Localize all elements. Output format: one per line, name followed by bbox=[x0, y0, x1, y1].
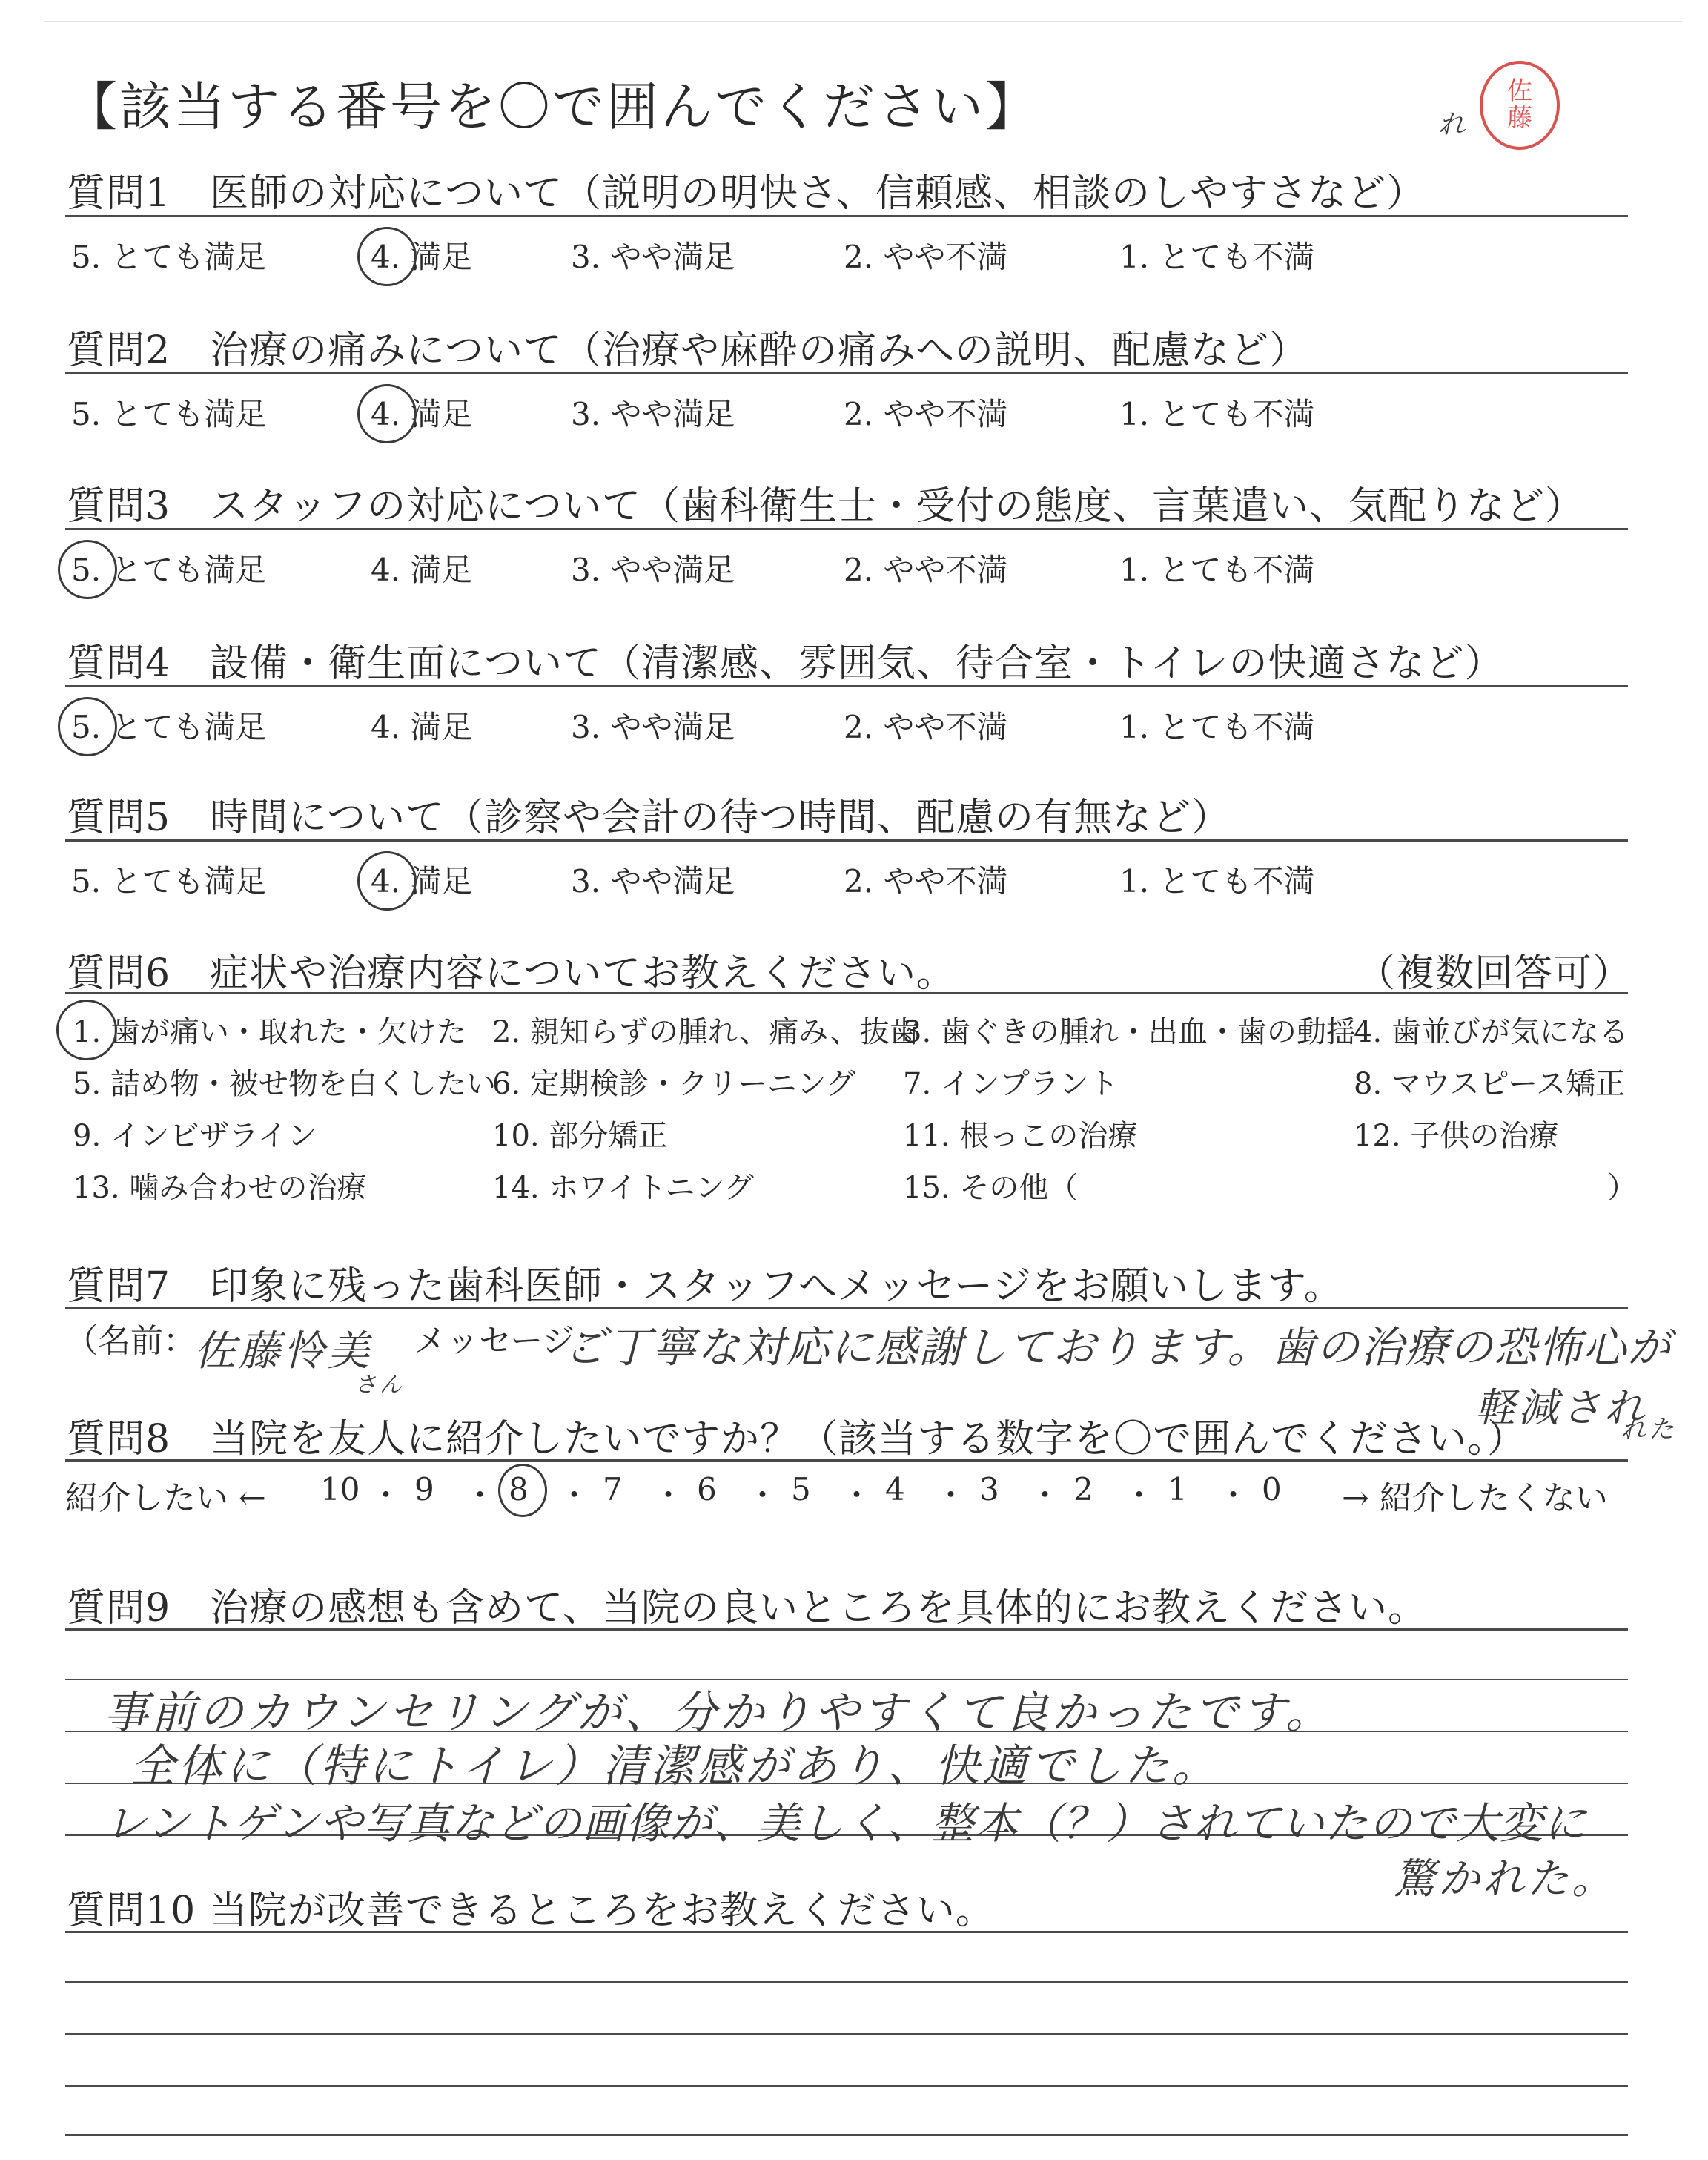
q8-left-label: 紹介したい ← bbox=[65, 1479, 266, 1517]
q9-answer-line1: 事前のカウンセリングが、分かりやすくて良かったです。 bbox=[104, 1687, 1333, 1739]
q8-scale-9[interactable]: 9 bbox=[414, 1471, 434, 1507]
q9-rule bbox=[65, 1628, 1628, 1631]
q3-option-5[interactable]: 5. とても満足 bbox=[71, 552, 267, 588]
q9-answer-line2: 全体に（特にトイレ）清潔感があり、快適でした。 bbox=[130, 1740, 1219, 1792]
q2-option-5[interactable]: 5. とても満足 bbox=[71, 396, 267, 432]
q10-label: 質問10 当院が改善できるところをお教えください。 bbox=[67, 1889, 995, 1933]
q1-option-4[interactable]: 4. 満足 bbox=[371, 239, 473, 275]
q2-label: 質問2 治療の痛みについて（治療や麻酔の痛みへの説明、配慮など） bbox=[67, 328, 1309, 373]
q7-label: 質問7 印象に残った歯科医師・スタッフへメッセージをお願いします。 bbox=[67, 1264, 1343, 1309]
q4-option-1[interactable]: 1. とても不満 bbox=[1119, 709, 1315, 745]
q1-selection-circle bbox=[357, 227, 417, 286]
q8-scale-4[interactable]: 4 bbox=[885, 1471, 905, 1507]
q10-answer-line bbox=[65, 1981, 1628, 1983]
q8-scale-0[interactable]: 0 bbox=[1262, 1471, 1282, 1507]
q6-item-14[interactable]: 14. ホワイトニング bbox=[492, 1171, 754, 1205]
q4-option-4[interactable]: 4. 満足 bbox=[371, 709, 473, 745]
q5-option-1[interactable]: 1. とても不満 bbox=[1119, 863, 1315, 899]
q8-scale-separator: ・ bbox=[1123, 1477, 1155, 1513]
q1-rule bbox=[65, 215, 1628, 217]
q8-scale-separator: ・ bbox=[464, 1477, 496, 1513]
q6-item-1[interactable]: 1. 歯が痛い・取れた・欠けた bbox=[73, 1015, 466, 1049]
page-title: 【該当する番号を〇で囲んでください】 bbox=[65, 76, 1039, 137]
q4-label: 質問4 設備・衛生面について（清潔感、雰囲気、待合室・トイレの快適さなど） bbox=[67, 641, 1504, 686]
q6-item-8[interactable]: 8. マウスピース矯正 bbox=[1354, 1067, 1626, 1101]
q10-rule bbox=[65, 1931, 1628, 1933]
q5-rule bbox=[65, 839, 1628, 842]
q1-option-5[interactable]: 5. とても満足 bbox=[71, 239, 267, 275]
q3-option-3[interactable]: 3. やや満足 bbox=[571, 552, 735, 588]
q7-message-label: メッセージ： bbox=[414, 1322, 608, 1360]
q8-scale-3[interactable]: 3 bbox=[979, 1471, 999, 1507]
q8-scale-separator: ・ bbox=[1217, 1477, 1249, 1513]
q8-rule bbox=[65, 1459, 1628, 1462]
q2-rule bbox=[65, 372, 1628, 374]
q1-label: 質問1 医師の対応について（説明の明快さ、信頼感、相談のしやすさなど） bbox=[67, 171, 1426, 216]
q10-answer-line bbox=[65, 2033, 1628, 2035]
q8-scale-separator: ・ bbox=[652, 1477, 684, 1513]
q4-selection-circle bbox=[58, 697, 117, 756]
q6-item-15[interactable]: 15. その他（ bbox=[903, 1171, 1079, 1205]
seal-mark: れ bbox=[1438, 110, 1469, 140]
q6-item-9[interactable]: 9. インビザライン bbox=[73, 1119, 317, 1153]
q5-selection-circle bbox=[357, 851, 417, 911]
q6-note: （複数回答可） bbox=[1357, 951, 1632, 996]
page-top-edge bbox=[44, 21, 1683, 22]
q8-scale-separator: ・ bbox=[747, 1477, 778, 1513]
q7-name-label: （名前： bbox=[65, 1322, 196, 1360]
q2-selection-circle bbox=[357, 384, 417, 443]
q6-label: 質問6 症状や治療内容についてお教えください。 bbox=[67, 951, 956, 996]
q3-option-1[interactable]: 1. とても不満 bbox=[1119, 552, 1315, 588]
q2-option-1[interactable]: 1. とても不満 bbox=[1119, 396, 1315, 432]
q7-message-line1: ご丁寧な対応に感謝しております。歯の治療の恐怖心が bbox=[563, 1322, 1672, 1373]
q5-option-4[interactable]: 4. 満足 bbox=[371, 863, 473, 899]
q8-scale-separator: ・ bbox=[370, 1477, 402, 1513]
q5-option-5[interactable]: 5. とても満足 bbox=[71, 863, 267, 899]
q6-item-10[interactable]: 10. 部分矯正 bbox=[492, 1119, 668, 1153]
q4-option-3[interactable]: 3. やや満足 bbox=[571, 709, 735, 745]
q3-selection-circle bbox=[58, 540, 117, 599]
q8-scale-7[interactable]: 7 bbox=[603, 1471, 623, 1507]
q6-item-12[interactable]: 12. 子供の治療 bbox=[1354, 1119, 1559, 1153]
q9-label: 質問9 治療の感想も含めて、当院の良いところを具体的にお教えください。 bbox=[67, 1586, 1428, 1631]
q6-item-13[interactable]: 13. 噛み合わせの治療 bbox=[73, 1171, 367, 1205]
q9-answer-line3: レントゲンや写真などの画像が、美しく、整本（？）されていたので大変に bbox=[104, 1798, 1588, 1849]
q2-option-4[interactable]: 4. 満足 bbox=[371, 396, 473, 432]
q7-message-line3: れた bbox=[1621, 1415, 1677, 1444]
q6-item-2[interactable]: 2. 親知らずの腫れ、痛み、抜歯 bbox=[492, 1015, 919, 1049]
q5-label: 質問5 時間について（診察や会計の待つ時間、配慮の有無など） bbox=[67, 796, 1231, 840]
q8-scale-10[interactable]: 10 bbox=[320, 1471, 360, 1507]
q10-answer-line bbox=[65, 2134, 1628, 2136]
q1-option-3[interactable]: 3. やや満足 bbox=[571, 239, 735, 275]
q5-option-2[interactable]: 2. やや不満 bbox=[844, 863, 1008, 899]
q3-option-2[interactable]: 2. やや不満 bbox=[844, 552, 1008, 588]
q8-scale-2[interactable]: 2 bbox=[1073, 1471, 1093, 1507]
q6-item-5[interactable]: 5. 詰め物・被せ物を白くしたい bbox=[73, 1067, 496, 1101]
q6-item-3[interactable]: 3. 歯ぐきの腫れ・出血・歯の動揺 bbox=[903, 1015, 1356, 1049]
q1-option-1[interactable]: 1. とても不満 bbox=[1119, 239, 1315, 275]
q6-item-11[interactable]: 11. 根っこの治療 bbox=[903, 1119, 1138, 1153]
q7-name-suffix: さん bbox=[354, 1372, 405, 1398]
q7-name-value: 佐藤怜美 bbox=[194, 1327, 372, 1375]
q7-message-line2: 軽減され bbox=[1475, 1384, 1647, 1431]
q8-scale-1[interactable]: 1 bbox=[1168, 1471, 1188, 1507]
q8-scale-separator: ・ bbox=[1029, 1477, 1061, 1513]
q6-item-7[interactable]: 7. インプラント bbox=[903, 1067, 1119, 1101]
q6-selection-circle bbox=[56, 1000, 117, 1060]
q8-scale-separator: ・ bbox=[841, 1477, 873, 1513]
name-seal-stamp: 佐 藤 bbox=[1480, 61, 1560, 150]
q10-answer-line bbox=[65, 2085, 1628, 2087]
q4-rule bbox=[65, 685, 1628, 687]
q8-scale-5[interactable]: 5 bbox=[791, 1471, 811, 1507]
q3-option-4[interactable]: 4. 満足 bbox=[371, 552, 473, 588]
q6-item-6[interactable]: 6. 定期検診・クリーニング bbox=[492, 1067, 856, 1101]
q8-scale-separator: ・ bbox=[935, 1477, 967, 1513]
q6-item-4[interactable]: 4. 歯並びが気になる bbox=[1354, 1015, 1629, 1049]
q2-option-3[interactable]: 3. やや満足 bbox=[571, 396, 735, 432]
q7-rule bbox=[65, 1307, 1628, 1309]
q8-right-label: → 紹介したくない bbox=[1342, 1479, 1608, 1517]
q4-option-5[interactable]: 5. とても満足 bbox=[71, 709, 267, 745]
q6-rule bbox=[65, 992, 1628, 994]
q3-rule bbox=[65, 528, 1628, 530]
q5-option-3[interactable]: 3. やや満足 bbox=[571, 863, 735, 899]
q8-scale-separator: ・ bbox=[558, 1477, 590, 1513]
q1-option-2[interactable]: 2. やや不満 bbox=[844, 239, 1008, 275]
q4-option-2[interactable]: 2. やや不満 bbox=[844, 709, 1008, 745]
q8-label: 質問8 当院を友人に紹介したいですか？（該当する数字を〇で囲んでください。） bbox=[67, 1417, 1527, 1462]
q8-scale-8[interactable]: 8 bbox=[509, 1471, 529, 1507]
q6-item-16: ） bbox=[1607, 1171, 1637, 1205]
q8-scale-6[interactable]: 6 bbox=[697, 1471, 717, 1507]
q8-selection-circle bbox=[498, 1464, 547, 1517]
q9-answer-line4: 驚かれた。 bbox=[1394, 1855, 1616, 1903]
q2-option-2[interactable]: 2. やや不満 bbox=[844, 396, 1008, 432]
q3-label: 質問3 スタッフの対応について（歯科衛生士・受付の態度、言葉遣い、気配りなど） bbox=[67, 484, 1585, 529]
